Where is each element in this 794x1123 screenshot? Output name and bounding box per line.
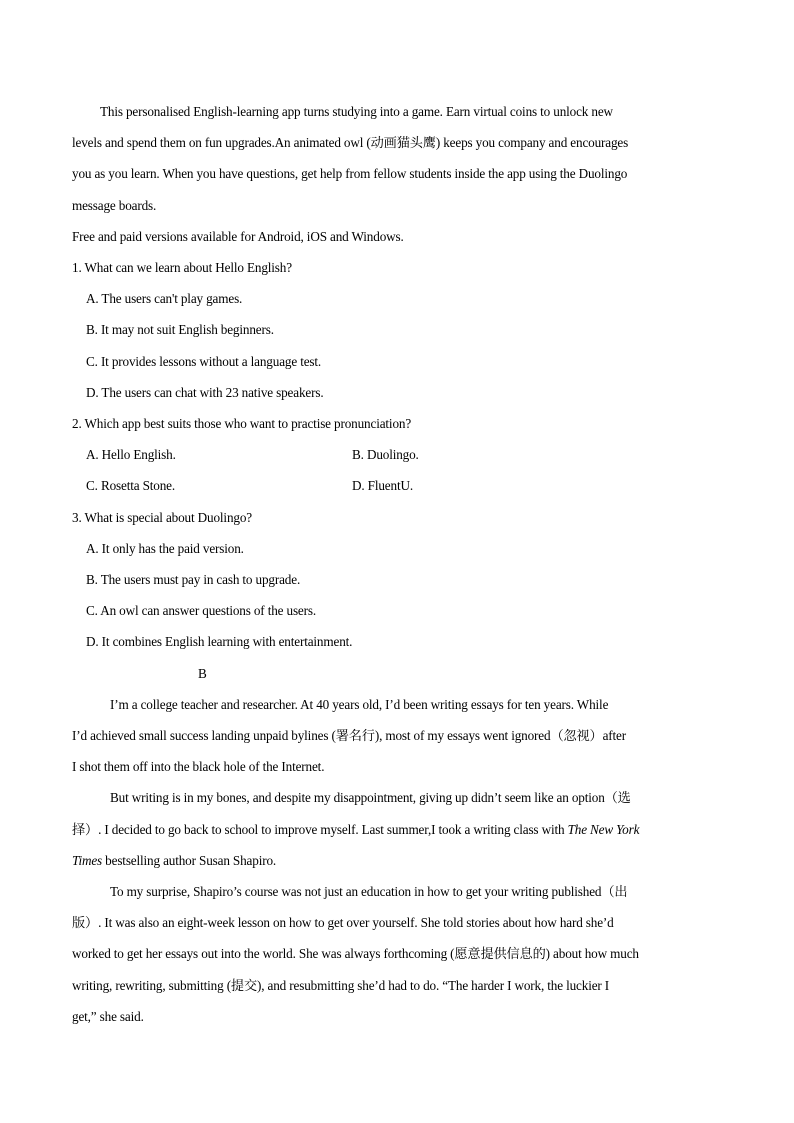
section-b-heading: B [198,665,207,681]
passage-a-paragraph-2: Free and paid versions available for Android, iOS and Windows. [72,228,404,244]
question-1-option-a: A. The users can't play games. [86,291,243,307]
question-2-option-c: C. Rosetta Stone. [86,478,176,494]
question-1-option-d: D. The users can chat with 23 native speakers. [86,384,324,400]
passage-b-p2-line-3-text: bestselling author Susan Shapiro. [102,852,277,868]
question-2-options-row-2 [72,470,724,501]
passage-b-p2-line-3 [72,845,724,876]
passage-a-line-2: levels and spend them on fun upgrades.An animated owl (动画猫头鹰) keeps you company and encourages [72,135,629,151]
passage-b-p2-line-2 [72,814,724,845]
question-1-stem: 1. What can we learn about Hello English? [72,260,292,276]
passage-b-p3-line-2: 版）. It was also an eight-week lesson on how to get over yourself. She told stories about how hard she’d [72,915,614,931]
passage-b-p3-line-4: writing, rewriting, submitting (提交), and resubmitting she’d had to do. “The harder I work, the luckier I [72,977,610,993]
passage-b-p1-line-3: I shot them off into the black hole of the Internet. [72,759,325,775]
question-3-option-d: D. It combines English learning with entertainment. [86,634,353,650]
document-page [72,96,724,1032]
question-3-option-b: B. The users must pay in cash to upgrade. [86,572,301,588]
question-3-option-a: A. It only has the paid version. [86,540,244,556]
question-2-options-row-1 [72,439,724,470]
book-title-part-2: Times [72,852,103,868]
question-2-option-a: A. Hello English. [86,447,176,463]
passage-a-line-1: This personalised English-learning app turns studying into a game. Earn virtual coins to unlock new [100,104,613,119]
passage-a-line-3: you as you learn. When you have questions, get help from fellow students inside the app using the Duolingo [72,166,628,182]
passage-b-p1-line-1: I’m a college teacher and researcher. At 40 years old, I’d been writing essays for ten years. While [110,696,609,712]
book-title-part-1: The New York [567,821,640,837]
passage-b-p3-line-3: worked to get her essays out into the world. She was always forthcoming (愿意提供信息的) about how much [72,946,639,962]
question-3-option-c: C. An owl can answer questions of the users. [86,603,317,619]
question-1-option-b: B. It may not suit English beginners. [86,322,274,338]
question-2-option-d: D. FluentU. [352,478,413,494]
passage-b-p2-line-2-text: 择）. I decided to go back to school to improve myself. Last summer,I took a writing class with [72,821,568,837]
question-1-option-c: C. It provides lessons without a language test. [86,353,322,369]
passage-b-p3-line-1: To my surprise, Shapiro’s course was not just an education in how to get your writing published（出 [110,884,628,900]
passage-b-p1-line-2: I’d achieved small success landing unpaid bylines (署名行), most of my essays went ignored（忽视）after [72,728,627,744]
question-2-stem: 2. Which app best suits those who want to practise pronunciation? [72,416,412,432]
passage-b-p3-line-5: get,” she said. [72,1008,144,1024]
passage-a-line-4: message boards. [72,197,157,213]
question-3-stem: 3. What is special about Duolingo? [72,509,252,525]
question-2-option-b: B. Duolingo. [352,447,419,463]
passage-b-p2-line-1: But writing is in my bones, and despite my disappointment, giving up didn’t seem like an option（选 [110,790,631,806]
